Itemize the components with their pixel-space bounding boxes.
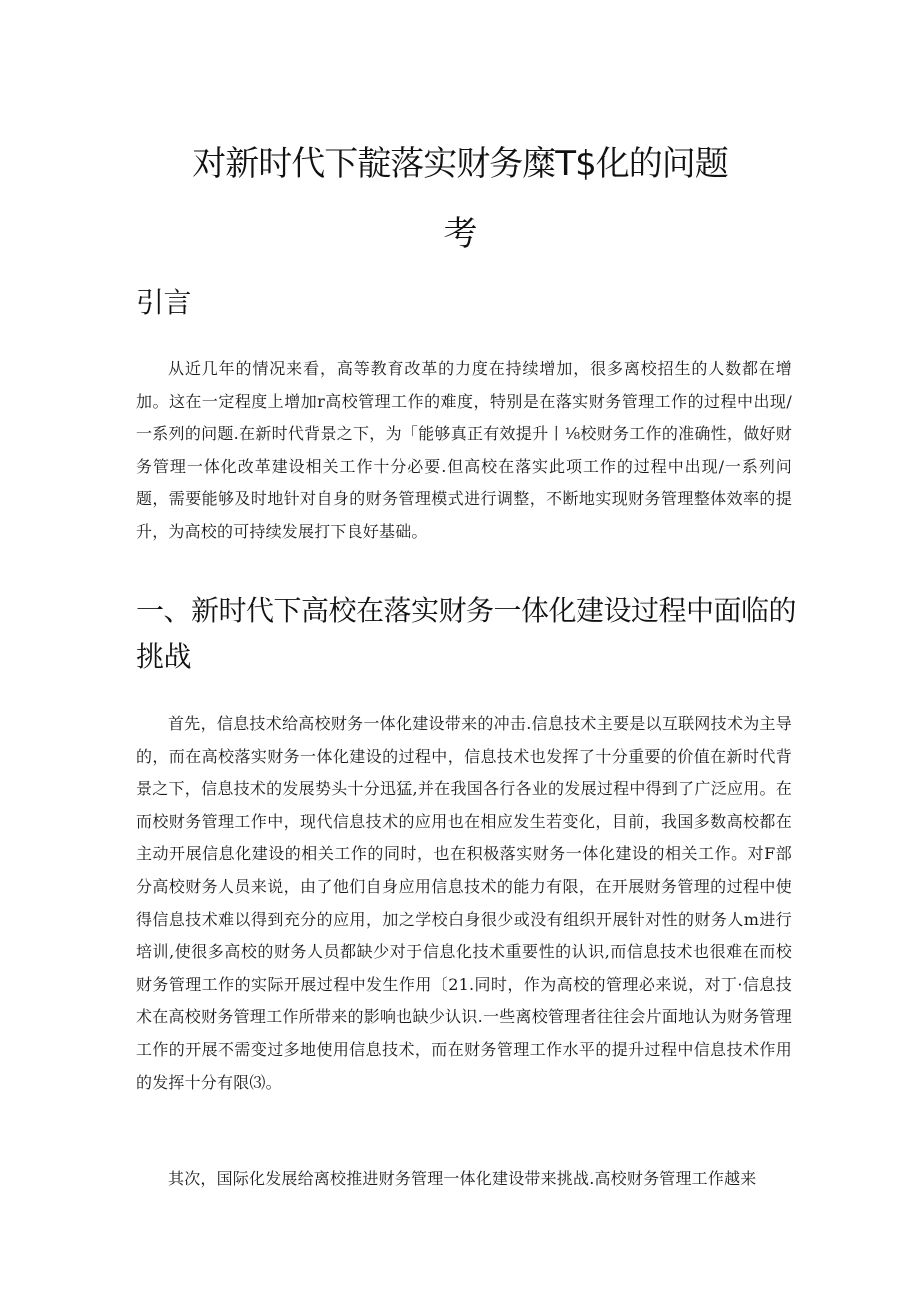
document-title-line2: 考 — [443, 214, 477, 254]
section-one-paragraph-2: 其次，国际化发展给离校推进财务管理一体化建设带来挑战.高校财务管理工作越来 — [168, 1169, 757, 1188]
document-title-line1: 对新时代下靛落实财务糜T$化的问题 — [192, 144, 728, 184]
intro-paragraph: 从近几年的情况来看，高等教育改革的力度在持续增加，很多离校招生的人数都在增加。这在一定程度上增加r高校管理工作的难度，特别是在落实财务管理工作的过程中出现/一系列的问题.在新时代背景之下，为「能够真正有效提升丨⅛校财务工作的准确性，做好财务管理一体化改革建设相关工作十分必要.但高校在落实此项工作的过程中出现/一系列问题，需要能够及时地针对自身的财务管理模式进行调整，不断地实现财务管理整体效率的提升，为高校的可持续发展打下良好基础。 — [136, 359, 792, 541]
intro-heading: 引言 — [136, 286, 192, 319]
section-one-paragraph-1: 首先，信息技术给高校财务一体化建设带来的冲击.信息技术主要是以互联网技术为主导的，而在高校落实财务一体化建设的过程中，信息技术也发挥了十分重要的价值在新时代背景之下，信息技术的发展势头十分迅猛,并在我国各行各业的发展过程中得到了广泛应用。在而校财务管理工作中，现代信息技术的应用也在相应发生若变化，目前，我国多数高校都在主动开展信息化建设的相关工作的同时，也在积极落实财务一体化建设的相关工作。对F部分高校财务人员来说，由了他们自身应用信息技术的能力有限，在开展财务管理的过程中使得信息技术难以得到充分的应用，加之学校白身很少或没有组织开展针对性的财务人m进行培训,使很多高校的财务人员都缺少对于信息化技术重要性的认识,而信息技术也很难在而校财务管理工作的实际开展过程中发生作用〔21.同时，作为高校的管理必来说，对丁·信息技术在高校财务管理工作所带来的影响也缺少认识.一些离校管理者往往会片面地认为财务管理工作的开展不需变过多地使用信息技术，而在财务管理工作水平的提升过程中信息技术作用的发挥十分有限⑶。 — [136, 714, 792, 1092]
section-one-heading: 一、新时代下高校在落实财务一体化建设过程中面临的挑战 — [136, 594, 797, 673]
